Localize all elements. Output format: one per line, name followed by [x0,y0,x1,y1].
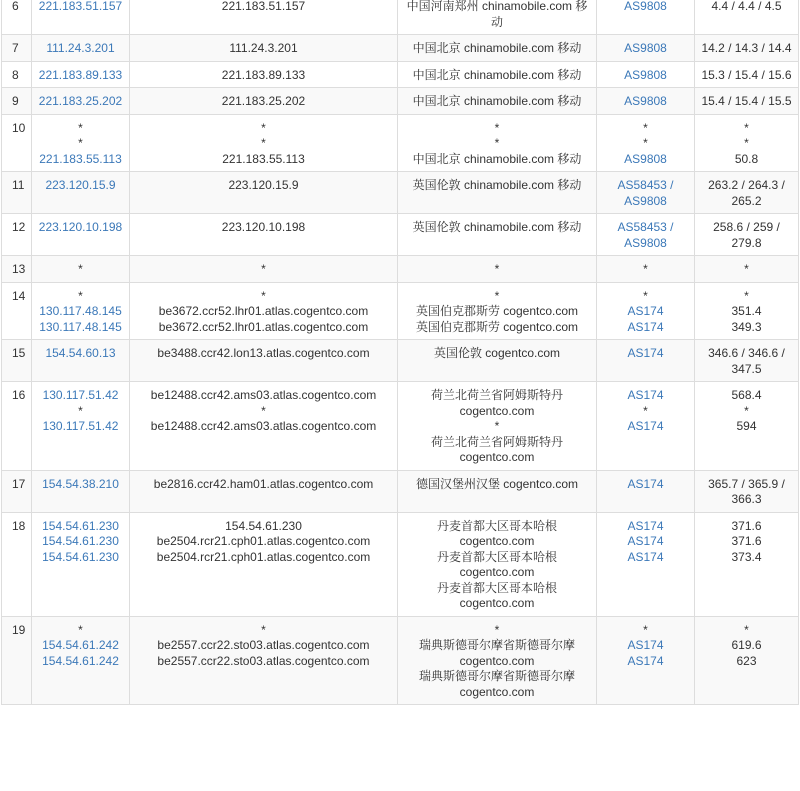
ip-address[interactable]: 154.54.61.230 [42,534,119,548]
ip-address[interactable]: 154.54.61.242 [42,638,119,652]
hostname-cell [130,88,398,115]
as-number[interactable]: AS58453 / AS9808 [617,178,674,208]
latency-cell [695,616,799,705]
hostname-cell [130,172,398,214]
traceroute-table [1,0,799,705]
hostname: 223.120.15.9 [228,178,299,192]
as-number-cell [597,35,695,62]
latency-cell [695,35,799,62]
hop-row [2,114,799,172]
ip-address[interactable]: 154.54.61.242 [42,653,119,668]
as-number[interactable]: AS9808 [624,41,667,55]
hostname: be12488.ccr42.ams03.atlas.cogentco.com [150,419,377,433]
as-number[interactable]: AS174 [627,346,664,360]
as-number-cell [597,88,695,115]
hostname: be3672.ccr52.lhr01.atlas.cogentco.com [158,319,369,334]
hostname-cell [130,61,398,88]
hop-number: 18 [2,512,32,616]
latency: 371.6 [731,518,762,533]
ip-address-cell [32,470,130,512]
geo-location: 中国北京 chinamobile.com 移动 [412,41,582,55]
latency-cell [695,282,799,340]
ip-address[interactable]: 130.117.51.42 [42,419,119,433]
hostname-cell [130,0,398,35]
ip-address[interactable]: 221.183.89.133 [38,67,123,82]
latency: 346.6 / 346.6 / 347.5 [708,346,785,376]
hostname: be3488.ccr42.lon13.atlas.cogentco.com [157,346,370,360]
ip-address-cell [32,0,130,35]
geo-location-cell [398,61,597,88]
latency-cell [695,382,799,471]
hostname: be2504.rcr21.cph01.atlas.cogentco.com [156,534,371,548]
as-number: * [643,403,648,418]
hop-row [2,282,799,340]
ip-address[interactable]: 221.183.25.202 [38,94,123,108]
latency-cell [695,470,799,512]
ip-address-cell [32,512,130,616]
as-number-cell [597,470,695,512]
latency-cell [695,61,799,88]
hostname: be12488.ccr42.ams03.atlas.cogentco.com [150,388,377,402]
geo-location: 瑞典斯德哥尔摩省斯德哥尔摩 cogentco.com [418,638,575,668]
geo-location: 荷兰北荷兰省阿姆斯特丹 cogentco.com [430,388,563,418]
hop-number: 10 [2,114,32,172]
geo-location: * [494,262,500,276]
as-number[interactable]: AS174 [627,388,664,402]
ip-address: * [78,288,83,303]
geo-location: 瑞典斯德哥尔摩省斯德哥尔摩 cogentco.com [418,669,575,699]
hostname: be2816.ccr42.ham01.atlas.cogentco.com [153,476,374,491]
hostname-cell [130,512,398,616]
latency: 365.7 / 365.9 / 366.3 [708,476,785,506]
ip-address-cell [32,35,130,62]
latency: * [744,136,749,150]
as-number: * [643,622,648,637]
ip-address-cell [32,214,130,256]
hop-row [2,88,799,115]
latency-cell [695,0,799,35]
hop-row [2,340,799,382]
hop-row [2,0,799,35]
latency-cell [695,114,799,172]
as-number[interactable]: AS174 [627,304,664,318]
geo-location: 中国北京 chinamobile.com 移动 [412,67,582,82]
ip-address-cell [32,172,130,214]
ip-address[interactable]: 154.54.38.210 [42,476,119,491]
ip-address: * [78,262,83,276]
as-number[interactable]: AS174 [627,419,664,433]
hostname: * [261,136,266,150]
hop-row [2,214,799,256]
as-number[interactable]: AS9808 [624,151,667,166]
hop-row [2,382,799,471]
hop-row [2,616,799,705]
hostname-cell [130,470,398,512]
geo-location: 英国伯克郡斯劳 cogentco.com [415,304,579,318]
hostname: 221.183.89.133 [221,67,306,82]
ip-address: * [78,403,83,418]
as-number-cell [597,0,695,35]
as-number-cell [597,340,695,382]
as-number[interactable]: AS174 [627,653,664,668]
geo-location: 丹麦首都大区哥本哈根 cogentco.com [436,549,557,579]
ip-address[interactable]: 223.120.15.9 [45,178,116,192]
hostname: 111.24.3.201 [229,41,298,55]
hostname-cell [130,382,398,471]
ip-address-cell [32,61,130,88]
hop-number: 11 [2,172,32,214]
hostname-cell [130,256,398,283]
latency: 4.4 / 4.4 / 4.5 [711,0,782,13]
latency: 14.2 / 14.3 / 14.4 [701,41,792,55]
hostname-cell [130,214,398,256]
latency: 50.8 [734,151,759,166]
geo-location: 丹麦首都大区哥本哈根 cogentco.com [436,518,557,548]
ip-address[interactable]: 223.120.10.198 [38,220,123,234]
hop-number: 9 [2,88,32,115]
geo-location: 德国汉堡州汉堡 cogentco.com [415,476,579,491]
as-number[interactable]: AS174 [627,549,664,564]
geo-location: 中国北京 chinamobile.com 移动 [412,151,582,166]
geo-location-cell [398,282,597,340]
ip-address[interactable]: 130.117.51.42 [42,388,119,402]
hostname-cell [130,35,398,62]
geo-location-cell [398,114,597,172]
geo-location-cell [398,172,597,214]
geo-location: 中国北京 chinamobile.com 移动 [412,94,582,108]
as-number[interactable]: AS174 [627,319,664,334]
ip-address-cell [32,256,130,283]
hop-row [2,35,799,62]
hostname: * [261,262,266,276]
latency: * [744,403,749,418]
ip-address[interactable]: 154.54.61.230 [42,549,119,564]
hop-row [2,172,799,214]
geo-location: * [494,288,500,303]
as-number-cell [597,512,695,616]
latency: 623 [736,653,757,668]
hop-number: 8 [2,61,32,88]
ip-address: * [78,622,83,637]
hostname: 221.183.25.202 [221,94,306,108]
as-number: * [643,120,648,135]
latency: * [744,622,749,637]
hop-number: 12 [2,214,32,256]
latency: 373.4 [731,549,762,564]
hop-number: 19 [2,616,32,705]
geo-location-cell [398,470,597,512]
hostname: be2557.ccr22.sto03.atlas.cogentco.com [157,638,370,652]
geo-location: 丹麦首都大区哥本哈根 cogentco.com [436,580,557,610]
as-number-cell [597,256,695,283]
latency: 594 [736,419,757,433]
hop-number: 17 [2,470,32,512]
hop-row [2,512,799,616]
geo-location: 英国伦敦 chinamobile.com 移动 [412,178,582,192]
latency-cell [695,512,799,616]
latency-cell [695,88,799,115]
hop-number: 16 [2,382,32,471]
geo-location-cell [398,214,597,256]
as-number[interactable]: AS174 [627,638,664,652]
latency: 619.6 [731,638,762,652]
latency: 349.3 [731,319,762,334]
latency: 263.2 / 264.3 / 265.2 [708,178,785,208]
latency: 351.4 [731,304,762,318]
as-number[interactable]: AS174 [627,518,664,533]
geo-location: 英国伦敦 cogentco.com [433,346,561,360]
hop-row [2,256,799,283]
hop-number: 14 [2,282,32,340]
latency: * [744,288,749,303]
latency: 371.6 [731,534,762,548]
hostname: * [261,120,266,135]
hop-row [2,470,799,512]
hop-number: 6 [2,0,32,35]
as-number-cell [597,61,695,88]
geo-location-cell [398,0,597,35]
as-number[interactable]: AS9808 [624,0,667,13]
hostname-cell [130,340,398,382]
ip-address-cell [32,616,130,705]
geo-location: 英国伯克郡斯劳 cogentco.com [415,319,579,334]
hostname: 223.120.10.198 [221,220,306,234]
as-number-cell [597,382,695,471]
hostname: be2504.rcr21.cph01.atlas.cogentco.com [156,549,371,564]
geo-location-cell [398,512,597,616]
ip-address[interactable]: 221.183.55.113 [39,151,122,166]
as-number: * [643,262,648,276]
geo-location: * [494,120,500,135]
hostname-cell [130,114,398,172]
latency-cell [695,256,799,283]
hostname: * [261,403,266,418]
as-number[interactable]: AS174 [627,476,664,491]
ip-address-cell [32,114,130,172]
geo-location: * [494,136,500,150]
geo-location-cell [398,616,597,705]
latency: * [744,120,749,135]
latency-cell [695,172,799,214]
latency-cell [695,340,799,382]
as-number-cell [597,214,695,256]
as-number[interactable]: AS9808 [624,94,667,108]
hostname: be2557.ccr22.sto03.atlas.cogentco.com [157,653,370,668]
geo-location-cell [398,340,597,382]
geo-location: * [494,419,500,433]
hostname: be3672.ccr52.lhr01.atlas.cogentco.com [158,304,369,318]
latency-cell [695,214,799,256]
as-number[interactable]: AS58453 / AS9808 [617,220,674,250]
ip-address[interactable]: 154.54.60.13 [45,346,116,360]
geo-location: 荷兰北荷兰省阿姆斯特丹 cogentco.com [430,434,563,464]
hostname: 154.54.61.230 [225,518,302,533]
ip-address[interactable]: 111.24.3.201 [46,41,115,55]
geo-location-cell [398,35,597,62]
as-number-cell [597,282,695,340]
hop-number: 7 [2,35,32,62]
geo-location: 英国伦敦 chinamobile.com 移动 [412,220,582,234]
as-number-cell [597,616,695,705]
ip-address[interactable]: 154.54.61.230 [42,518,119,533]
latency: 568.4 [731,388,762,402]
hostname: 221.183.51.157 [221,0,306,13]
latency: 15.4 / 15.4 / 15.5 [701,94,792,108]
as-number-cell [597,172,695,214]
hostname-cell [130,282,398,340]
as-number[interactable]: AS174 [627,534,664,548]
latency: 258.6 / 259 / 279.8 [713,220,780,250]
geo-location: * [494,622,500,637]
geo-location-cell [398,256,597,283]
hostname: * [261,622,266,637]
as-number-cell [597,114,695,172]
ip-address-cell [32,282,130,340]
hostname: * [261,288,266,303]
as-number[interactable]: AS9808 [624,67,667,82]
ip-address-cell [32,382,130,471]
latency: * [744,262,749,276]
ip-address[interactable]: 130.117.48.145 [39,319,122,334]
hop-number: 15 [2,340,32,382]
latency: 15.3 / 15.4 / 15.6 [701,67,792,82]
as-number: * [643,288,648,303]
geo-location-cell [398,382,597,471]
geo-location-cell [398,88,597,115]
as-number: * [643,136,648,150]
ip-address: * [78,136,83,150]
hostname-cell [130,616,398,705]
ip-address[interactable]: 221.183.51.157 [38,0,123,13]
ip-address-cell [32,340,130,382]
ip-address: * [78,120,83,135]
traceroute-body [2,0,799,705]
ip-address[interactable]: 130.117.48.145 [39,304,122,318]
hop-number: 13 [2,256,32,283]
ip-address-cell [32,88,130,115]
hop-row [2,61,799,88]
geo-location: 中国河南郑州 chinamobile.com 移动 [406,0,588,29]
hostname: 221.183.55.113 [222,151,305,166]
